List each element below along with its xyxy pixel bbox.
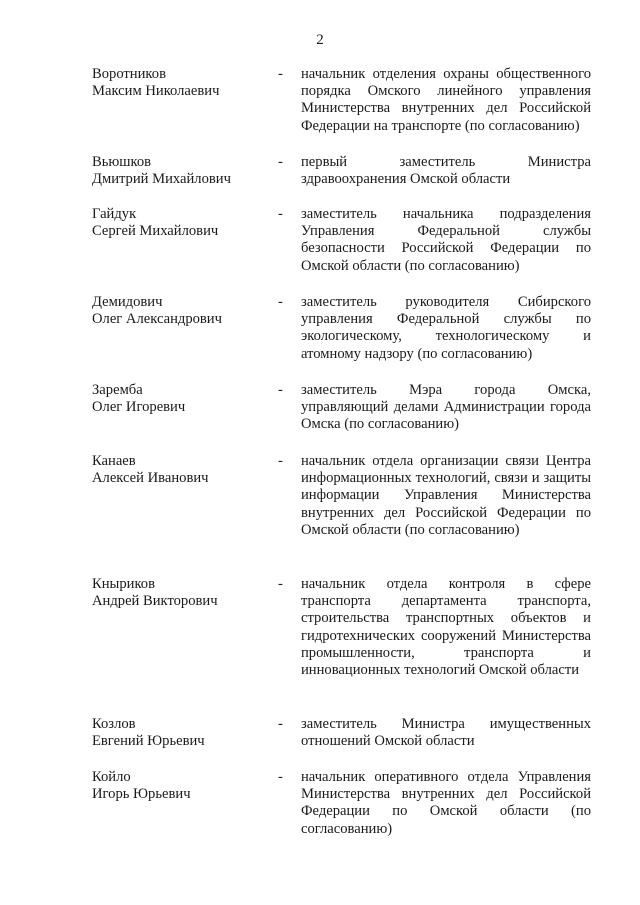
person-given-names: Сергей Михайлович (92, 223, 219, 240)
person-surname: Демидович (92, 294, 163, 310)
person-surname: Козлов (92, 716, 136, 732)
separator-dash: - (278, 66, 283, 82)
person-name (92, 576, 272, 610)
person-name (92, 206, 272, 240)
person-position: первый заместитель Министра здравоохранения Омской области (301, 154, 591, 188)
person-name (92, 66, 272, 100)
person-name (92, 294, 272, 328)
separator-dash: - (278, 453, 283, 469)
person-position: начальник отделения охраны общественного порядка Омского линейного управления Министерства внутренних дел Российской Федерации на транспорте (по согласованию) (301, 66, 591, 134)
person-surname: Койло (92, 769, 131, 785)
person-given-names: Игорь Юрьевич (92, 786, 191, 803)
separator-dash: - (278, 716, 283, 732)
separator-dash: - (278, 382, 283, 398)
person-name (92, 453, 272, 487)
page-number: 2 (316, 32, 324, 48)
person-position: начальник отдела контроля в сфере транспорта департамента транспорта, строительства транспортных объектов и гидротехнических сооружений Министерства промышленности, транспорта и инновационных технологий Омской области (301, 576, 591, 679)
separator-dash: - (278, 576, 283, 592)
person-surname: Кныриков (92, 576, 155, 592)
person-surname: Заремба (92, 382, 143, 398)
person-position: начальник оперативного отдела Управления Министерства внутренних дел Российской Федерации по Омской области (по согласованию) (301, 769, 591, 837)
person-given-names: Андрей Викторович (92, 593, 218, 610)
separator-dash: - (278, 294, 283, 310)
person-given-names: Алексей Иванович (92, 470, 209, 487)
person-position: заместитель начальника подразделения Управления Федеральной службы безопасности Российской Федерации по Омской области (по согласованию) (301, 206, 591, 274)
separator-dash: - (278, 206, 283, 222)
person-name (92, 382, 272, 416)
person-position: заместитель Мэра города Омска, управляющий делами Администрации города Омска (по согласованию) (301, 382, 591, 433)
person-position: заместитель Министра имущественных отношений Омской области (301, 716, 591, 750)
person-given-names: Дмитрий Михайлович (92, 171, 231, 188)
person-position: заместитель руководителя Сибирского управления Федеральной службы по экологическому, технологическому и атомному надзору (по согласованию) (301, 294, 591, 362)
person-surname: Вьюшков (92, 154, 152, 170)
person-given-names: Евгений Юрьевич (92, 733, 205, 750)
person-given-names: Максим Николаевич (92, 83, 220, 100)
person-given-names: Олег Игоревич (92, 399, 186, 416)
person-name (92, 716, 272, 750)
person-given-names: Олег Александрович (92, 311, 222, 328)
separator-dash: - (278, 769, 283, 785)
person-name (92, 769, 272, 803)
person-position: начальник отдела организации связи Центра информационных технологий, связи и защиты информации Управления Министерства внутренних дел Российской Федерации по Омской области (по согласованию) (301, 453, 591, 538)
person-surname: Воротников (92, 66, 166, 82)
person-surname: Канаев (92, 453, 136, 469)
separator-dash: - (278, 154, 283, 170)
person-surname: Гайдук (92, 206, 137, 222)
person-name (92, 154, 272, 188)
